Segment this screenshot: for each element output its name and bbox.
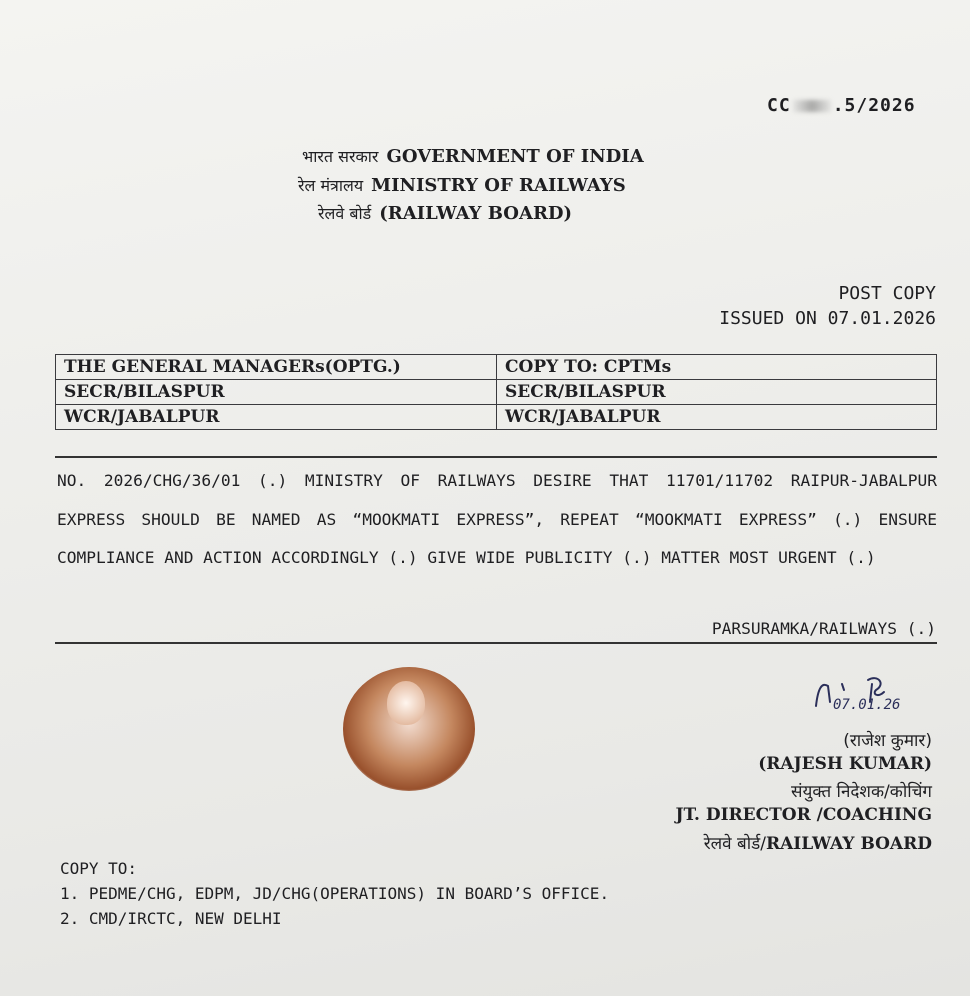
copy-to-heading: COPY TO: [60,859,138,878]
office-line [704,831,932,854]
addressee-cell: SECR/BILASPUR [56,380,497,405]
table-row [56,405,937,430]
header-government-english: GOVERNMENT OF INDIA [386,146,644,167]
signatory-name: (RAJESH KUMAR) [758,754,932,774]
purnamati-stamp [343,667,475,791]
signature-date: 07.01.26 [833,697,901,713]
list-item: 2. CMD/IRCTC, NEW DELHI [60,909,282,928]
list-item: 1. PEDME/CHG, EDPM, JD/CHG(OPERATIONS) IN BOARD’S OFFICE. [60,884,610,903]
addressee-cell: WCR/JABALPUR [56,405,497,430]
issued-on-date: ISSUED ON 07.01.2026 [719,308,936,329]
designation-hindi: संयुक्त निदेशक/कोचिंग [791,782,932,802]
office-english: RAILWAY BOARD [765,834,932,854]
header-ministry-hindi: रेल मंत्रालय [298,176,364,195]
table-row [56,355,937,380]
header-board-english: (RAILWAY BOARD) [379,203,573,224]
header-government [302,145,644,167]
designation: JT. DIRECTOR /COACHING [675,805,932,825]
copy-to-cell: WCR/JABALPUR [497,405,937,430]
address-table [55,354,937,430]
top-divider [55,456,937,458]
reference-suffix: .5/2026 [832,95,916,116]
addressee-cell: THE GENERAL MANAGERs(OPTG.) [56,355,497,380]
bottom-divider [55,642,937,644]
reference-prefix: CC [767,95,791,116]
office-hindi: रेलवे बोर्ड/ [703,834,766,854]
header-ministry-english: MINISTRY OF RAILWAYS [371,175,626,196]
portrait-icon [387,681,425,725]
table-row [56,380,937,405]
reference-number [767,95,916,116]
header-ministry [298,174,626,196]
message-signoff: PARSURAMKA/RAILWAYS (.) [711,619,936,638]
header-board [318,202,572,224]
copy-to-cell: SECR/BILASPUR [497,380,937,405]
signatory-name-hindi: (राजेश कुमार) [843,731,932,751]
message-body: NO. 2026/CHG/36/01 (.) MINISTRY OF RAILWAYS DESIRE THAT 11701/11702 RAIPUR-JABALPUR EXPRESS SHOULD BE NAMED AS “MOOKMATI EXPRESS”, REPEAT “MOOKMATI EXPRESS” (.) ENSURE COMPLIANCE AND ACTION ACCORDINGLY (.) GIVE WIDE PUBLICITY (.) MATTER MOST URGENT (.) [57,471,937,567]
post-copy-label: POST COPY [838,283,936,304]
redacted-mark [793,100,831,112]
header-government-hindi: भारत सरकार [302,147,379,166]
header-board-hindi: रेलवे बोर्ड [318,204,372,223]
copy-to-cell: COPY TO: CPTMs [497,355,937,380]
